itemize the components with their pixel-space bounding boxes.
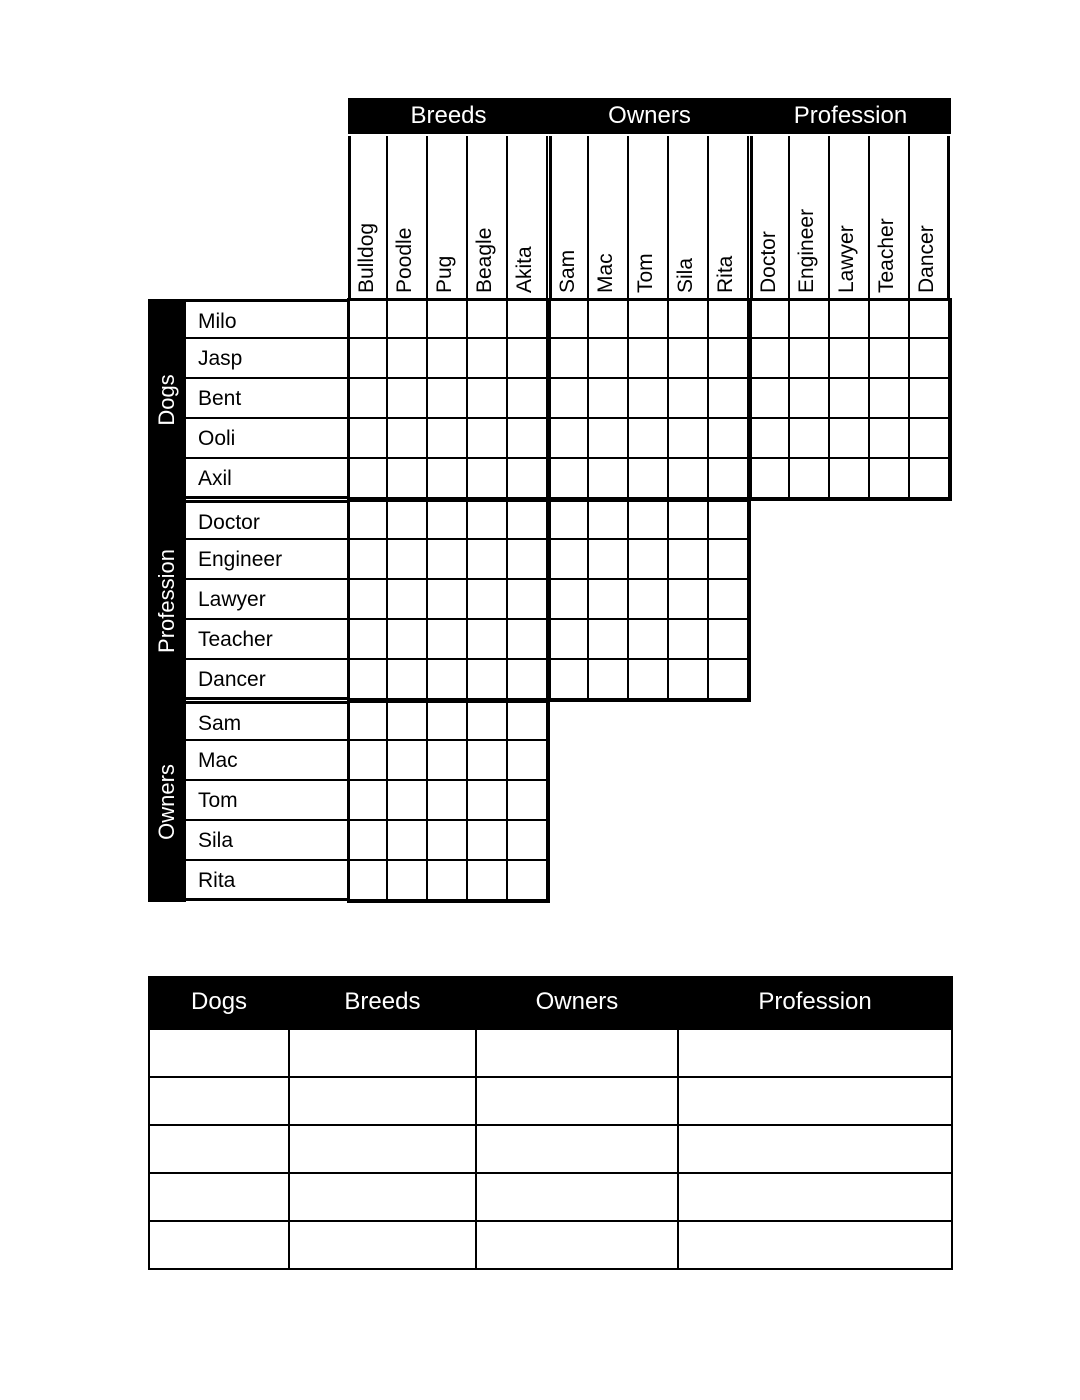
grid-cell[interactable] bbox=[830, 459, 870, 499]
grid-cell[interactable] bbox=[870, 379, 910, 419]
column-label-text: Engineer bbox=[795, 208, 818, 293]
answer-header-owners: Owners bbox=[476, 976, 678, 1029]
answer-cell[interactable] bbox=[678, 1125, 952, 1173]
grid-cell[interactable] bbox=[428, 500, 468, 540]
grid-cell[interactable] bbox=[669, 419, 709, 459]
grid-cell[interactable] bbox=[388, 500, 428, 540]
answer-header-dogs: Dogs bbox=[149, 976, 289, 1029]
grid-cell[interactable] bbox=[348, 540, 388, 580]
grid-cell[interactable] bbox=[790, 299, 830, 339]
grid-cell[interactable] bbox=[830, 299, 870, 339]
grid-cell[interactable] bbox=[388, 540, 428, 580]
grid-cell[interactable] bbox=[468, 419, 508, 459]
column-label bbox=[790, 136, 830, 299]
grid-cell[interactable] bbox=[348, 821, 388, 861]
grid-cell[interactable] bbox=[508, 540, 548, 580]
column-label-text: Doctor bbox=[756, 231, 780, 293]
grid-cell[interactable] bbox=[629, 580, 669, 620]
answer-cell[interactable] bbox=[149, 1221, 289, 1269]
grid-cell[interactable] bbox=[428, 741, 468, 781]
grid-cell[interactable] bbox=[549, 580, 589, 620]
grid-cell[interactable] bbox=[669, 299, 709, 339]
grid-cell[interactable] bbox=[508, 419, 548, 459]
row-label: Engineer bbox=[186, 540, 348, 580]
grid-cell[interactable] bbox=[870, 299, 910, 339]
grid-cell[interactable] bbox=[348, 580, 388, 620]
grid-cell[interactable] bbox=[589, 500, 629, 540]
answer-row bbox=[149, 1029, 952, 1077]
row-group-title: Profession bbox=[154, 548, 179, 653]
row-label: Milo bbox=[186, 299, 348, 339]
grid-cell[interactable] bbox=[508, 741, 548, 781]
grid-cell[interactable] bbox=[428, 379, 468, 419]
grid-cell[interactable] bbox=[549, 339, 589, 379]
grid-cell[interactable] bbox=[508, 861, 548, 901]
grid-cell[interactable] bbox=[709, 540, 749, 580]
row-label: Tom bbox=[186, 781, 348, 821]
grid-cell[interactable] bbox=[468, 379, 508, 419]
answer-cell[interactable] bbox=[476, 1029, 678, 1077]
grid-cell[interactable] bbox=[468, 781, 508, 821]
grid-cell[interactable] bbox=[549, 660, 589, 700]
column-label bbox=[428, 136, 468, 299]
column-label-text: Teacher bbox=[875, 218, 898, 293]
grid-cell[interactable] bbox=[428, 660, 468, 700]
grid-cell[interactable] bbox=[589, 379, 629, 419]
column-label-text: Bulldog bbox=[354, 222, 378, 293]
grid-cell[interactable] bbox=[750, 379, 790, 419]
grid-cell[interactable] bbox=[468, 299, 508, 339]
grid-cell[interactable] bbox=[508, 500, 548, 540]
answer-cell[interactable] bbox=[476, 1221, 678, 1269]
grid-cell[interactable] bbox=[669, 540, 709, 580]
grid-cell[interactable] bbox=[428, 339, 468, 379]
grid-cell[interactable] bbox=[750, 339, 790, 379]
answer-cell[interactable] bbox=[289, 1173, 476, 1221]
grid-cell[interactable] bbox=[468, 500, 508, 540]
grid-cell[interactable] bbox=[388, 620, 428, 660]
row-label: Jasp bbox=[186, 339, 348, 379]
grid-cell[interactable] bbox=[549, 620, 589, 660]
grid-cell[interactable] bbox=[709, 419, 749, 459]
grid-cell[interactable] bbox=[910, 419, 950, 459]
answer-cell[interactable] bbox=[149, 1125, 289, 1173]
row-label: Bent bbox=[186, 379, 348, 419]
answer-header-profession: Profession bbox=[678, 976, 952, 1029]
column-label-text: Rita bbox=[714, 255, 737, 293]
grid-cell[interactable] bbox=[669, 620, 709, 660]
column-label bbox=[508, 136, 548, 299]
grid-cell[interactable] bbox=[589, 540, 629, 580]
column-label-text: Pug bbox=[433, 255, 456, 293]
answer-row bbox=[149, 1173, 952, 1221]
grid-cell[interactable] bbox=[709, 580, 749, 620]
grid-cell[interactable] bbox=[468, 580, 508, 620]
grid-cell[interactable] bbox=[348, 660, 388, 700]
grid-cell[interactable] bbox=[750, 419, 790, 459]
column-label-text: Beagle bbox=[473, 227, 496, 293]
answer-cell[interactable] bbox=[476, 1125, 678, 1173]
row-label: Doctor bbox=[186, 500, 348, 540]
grid-cell[interactable] bbox=[428, 701, 468, 741]
grid-cell[interactable] bbox=[388, 419, 428, 459]
grid-cell[interactable] bbox=[549, 459, 589, 499]
grid-cell[interactable] bbox=[348, 459, 388, 499]
answer-cell[interactable] bbox=[289, 1077, 476, 1125]
grid-cell[interactable] bbox=[709, 660, 749, 700]
grid-cell[interactable] bbox=[468, 620, 508, 660]
grid-cell[interactable] bbox=[348, 339, 388, 379]
grid-cell[interactable] bbox=[428, 781, 468, 821]
grid-cell[interactable] bbox=[388, 660, 428, 700]
grid-cell[interactable] bbox=[468, 459, 508, 499]
grid-cell[interactable] bbox=[629, 500, 669, 540]
grid-cell[interactable] bbox=[428, 419, 468, 459]
answer-cell[interactable] bbox=[289, 1029, 476, 1077]
grid-cell[interactable] bbox=[508, 299, 548, 339]
grid-cell[interactable] bbox=[348, 379, 388, 419]
grid-cell[interactable] bbox=[790, 419, 830, 459]
row-label: Sam bbox=[186, 701, 348, 741]
grid-cell[interactable] bbox=[709, 379, 749, 419]
column-label bbox=[549, 136, 589, 299]
column-group-profession: Profession bbox=[750, 98, 951, 134]
column-label bbox=[750, 136, 790, 299]
grid-cell[interactable] bbox=[428, 861, 468, 901]
column-label bbox=[348, 136, 388, 299]
grid-cell[interactable] bbox=[388, 459, 428, 499]
answer-header-breeds: Breeds bbox=[289, 976, 476, 1029]
answer-cell[interactable] bbox=[678, 1221, 952, 1269]
grid-cell[interactable] bbox=[549, 500, 589, 540]
answer-cell[interactable] bbox=[678, 1077, 952, 1125]
grid-cell[interactable] bbox=[388, 580, 428, 620]
grid-cell[interactable] bbox=[468, 741, 508, 781]
answer-row bbox=[149, 1077, 952, 1125]
grid-cell[interactable] bbox=[790, 379, 830, 419]
grid-cell[interactable] bbox=[589, 580, 629, 620]
grid-cell[interactable] bbox=[629, 660, 669, 700]
grid-cell[interactable] bbox=[508, 660, 548, 700]
grid-cell[interactable] bbox=[629, 459, 669, 499]
grid-cell[interactable] bbox=[348, 500, 388, 540]
grid-cell[interactable] bbox=[910, 459, 950, 499]
answer-cell[interactable] bbox=[149, 1029, 289, 1077]
grid-cell[interactable] bbox=[508, 821, 548, 861]
grid-cell[interactable] bbox=[388, 781, 428, 821]
column-label-text: Tom bbox=[634, 253, 657, 293]
column-label-text: Akita bbox=[513, 246, 536, 293]
grid-cell[interactable] bbox=[669, 500, 709, 540]
grid-cell[interactable] bbox=[508, 781, 548, 821]
grid-cell[interactable] bbox=[629, 379, 669, 419]
answer-cell[interactable] bbox=[678, 1029, 952, 1077]
grid-cell[interactable] bbox=[508, 379, 548, 419]
grid-cell[interactable] bbox=[468, 701, 508, 741]
column-label bbox=[830, 136, 870, 299]
grid-cell[interactable] bbox=[830, 419, 870, 459]
grid-cell[interactable] bbox=[428, 540, 468, 580]
grid-cell[interactable] bbox=[388, 701, 428, 741]
grid-cell[interactable] bbox=[388, 379, 428, 419]
row-label: Mac bbox=[186, 741, 348, 781]
grid-cell[interactable] bbox=[468, 821, 508, 861]
column-label-text: Sam bbox=[555, 249, 579, 293]
row-label: Teacher bbox=[186, 620, 348, 660]
grid-cell[interactable] bbox=[910, 299, 950, 339]
answer-cell[interactable] bbox=[289, 1221, 476, 1269]
column-label-text: Dancer bbox=[914, 225, 938, 293]
grid-cell[interactable] bbox=[388, 741, 428, 781]
grid-cell[interactable] bbox=[508, 459, 548, 499]
column-label bbox=[589, 136, 629, 299]
grid-cell[interactable] bbox=[508, 620, 548, 660]
grid-cell[interactable] bbox=[428, 580, 468, 620]
answer-cell[interactable] bbox=[476, 1077, 678, 1125]
column-label bbox=[910, 136, 950, 299]
answer-table bbox=[148, 976, 953, 1270]
row-group-profession bbox=[148, 500, 186, 701]
grid-cell[interactable] bbox=[549, 299, 589, 339]
grid-cell[interactable] bbox=[348, 299, 388, 339]
answer-row bbox=[149, 1221, 952, 1269]
grid-cell[interactable] bbox=[468, 540, 508, 580]
grid-cell[interactable] bbox=[589, 459, 629, 499]
grid-cell[interactable] bbox=[428, 620, 468, 660]
grid-cell[interactable] bbox=[629, 339, 669, 379]
grid-cell[interactable] bbox=[629, 540, 669, 580]
grid-cell[interactable] bbox=[709, 339, 749, 379]
grid-cell[interactable] bbox=[468, 660, 508, 700]
grid-cell[interactable] bbox=[388, 299, 428, 339]
grid-cell[interactable] bbox=[629, 419, 669, 459]
grid-cell[interactable] bbox=[750, 299, 790, 339]
grid-cell[interactable] bbox=[669, 339, 709, 379]
grid-cell[interactable] bbox=[589, 299, 629, 339]
grid-cell[interactable] bbox=[669, 379, 709, 419]
grid-cell[interactable] bbox=[549, 419, 589, 459]
column-label bbox=[669, 136, 709, 299]
grid-cell[interactable] bbox=[348, 419, 388, 459]
column-label-text: Poodle bbox=[393, 227, 416, 293]
column-label bbox=[388, 136, 428, 299]
row-group-dogs bbox=[148, 299, 186, 500]
grid-cell[interactable] bbox=[589, 339, 629, 379]
grid-cell[interactable] bbox=[388, 821, 428, 861]
answer-cell[interactable] bbox=[678, 1173, 952, 1221]
grid-cell[interactable] bbox=[790, 459, 830, 499]
grid-cell[interactable] bbox=[549, 540, 589, 580]
row-group-title: Owners bbox=[154, 763, 179, 840]
column-label-text: Mac bbox=[594, 253, 617, 293]
grid-cell[interactable] bbox=[669, 660, 709, 700]
grid-cell[interactable] bbox=[508, 701, 548, 741]
answer-cell[interactable] bbox=[289, 1125, 476, 1173]
grid-cell[interactable] bbox=[589, 660, 629, 700]
grid-cell[interactable] bbox=[348, 741, 388, 781]
column-label-text: Sila bbox=[674, 257, 697, 293]
grid-cell[interactable] bbox=[388, 861, 428, 901]
grid-cell[interactable] bbox=[750, 459, 790, 499]
grid-cell[interactable] bbox=[709, 459, 749, 499]
grid-cell[interactable] bbox=[709, 299, 749, 339]
row-label: Lawyer bbox=[186, 580, 348, 620]
grid-cell[interactable] bbox=[348, 861, 388, 901]
grid-cell[interactable] bbox=[629, 620, 669, 660]
grid-cell[interactable] bbox=[669, 459, 709, 499]
column-group-owners: Owners bbox=[549, 98, 750, 134]
column-label-text: Lawyer bbox=[835, 225, 858, 293]
answer-cell[interactable] bbox=[476, 1173, 678, 1221]
grid-cell[interactable] bbox=[910, 379, 950, 419]
grid-cell[interactable] bbox=[830, 339, 870, 379]
column-label bbox=[468, 136, 508, 299]
grid-cell[interactable] bbox=[830, 379, 870, 419]
grid-cell[interactable] bbox=[428, 459, 468, 499]
grid-cell[interactable] bbox=[870, 339, 910, 379]
grid-cell[interactable] bbox=[870, 459, 910, 499]
grid-cell[interactable] bbox=[589, 620, 629, 660]
grid-cell[interactable] bbox=[428, 821, 468, 861]
answer-cell[interactable] bbox=[149, 1077, 289, 1125]
grid-cell[interactable] bbox=[508, 339, 548, 379]
answer-cell[interactable] bbox=[149, 1173, 289, 1221]
column-label bbox=[870, 136, 910, 299]
answer-table-header bbox=[149, 976, 952, 1029]
row-group-owners bbox=[148, 701, 186, 902]
grid-cell[interactable] bbox=[428, 299, 468, 339]
row-label: Ooli bbox=[186, 419, 348, 459]
row-label: Sila bbox=[186, 821, 348, 861]
row-label: Rita bbox=[186, 861, 348, 901]
row-label: Axil bbox=[186, 459, 348, 499]
grid-cell[interactable] bbox=[388, 339, 428, 379]
grid-cell[interactable] bbox=[589, 419, 629, 459]
row-label: Dancer bbox=[186, 660, 348, 700]
column-group-breeds: Breeds bbox=[348, 98, 549, 134]
grid-cell[interactable] bbox=[790, 339, 830, 379]
grid-cell[interactable] bbox=[870, 419, 910, 459]
grid-cell[interactable] bbox=[348, 620, 388, 660]
grid-cell[interactable] bbox=[468, 339, 508, 379]
grid-cell[interactable] bbox=[549, 379, 589, 419]
answer-row bbox=[149, 1125, 952, 1173]
grid-cell[interactable] bbox=[348, 701, 388, 741]
column-label bbox=[629, 136, 669, 299]
grid-cell[interactable] bbox=[468, 861, 508, 901]
column-label bbox=[709, 136, 749, 299]
grid-cell[interactable] bbox=[348, 781, 388, 821]
grid-cell[interactable] bbox=[669, 580, 709, 620]
grid-cell[interactable] bbox=[709, 620, 749, 660]
grid-cell[interactable] bbox=[629, 299, 669, 339]
grid-cell[interactable] bbox=[709, 500, 749, 540]
grid-cell[interactable] bbox=[508, 580, 548, 620]
grid-cell[interactable] bbox=[910, 339, 950, 379]
row-group-title: Dogs bbox=[154, 373, 179, 426]
